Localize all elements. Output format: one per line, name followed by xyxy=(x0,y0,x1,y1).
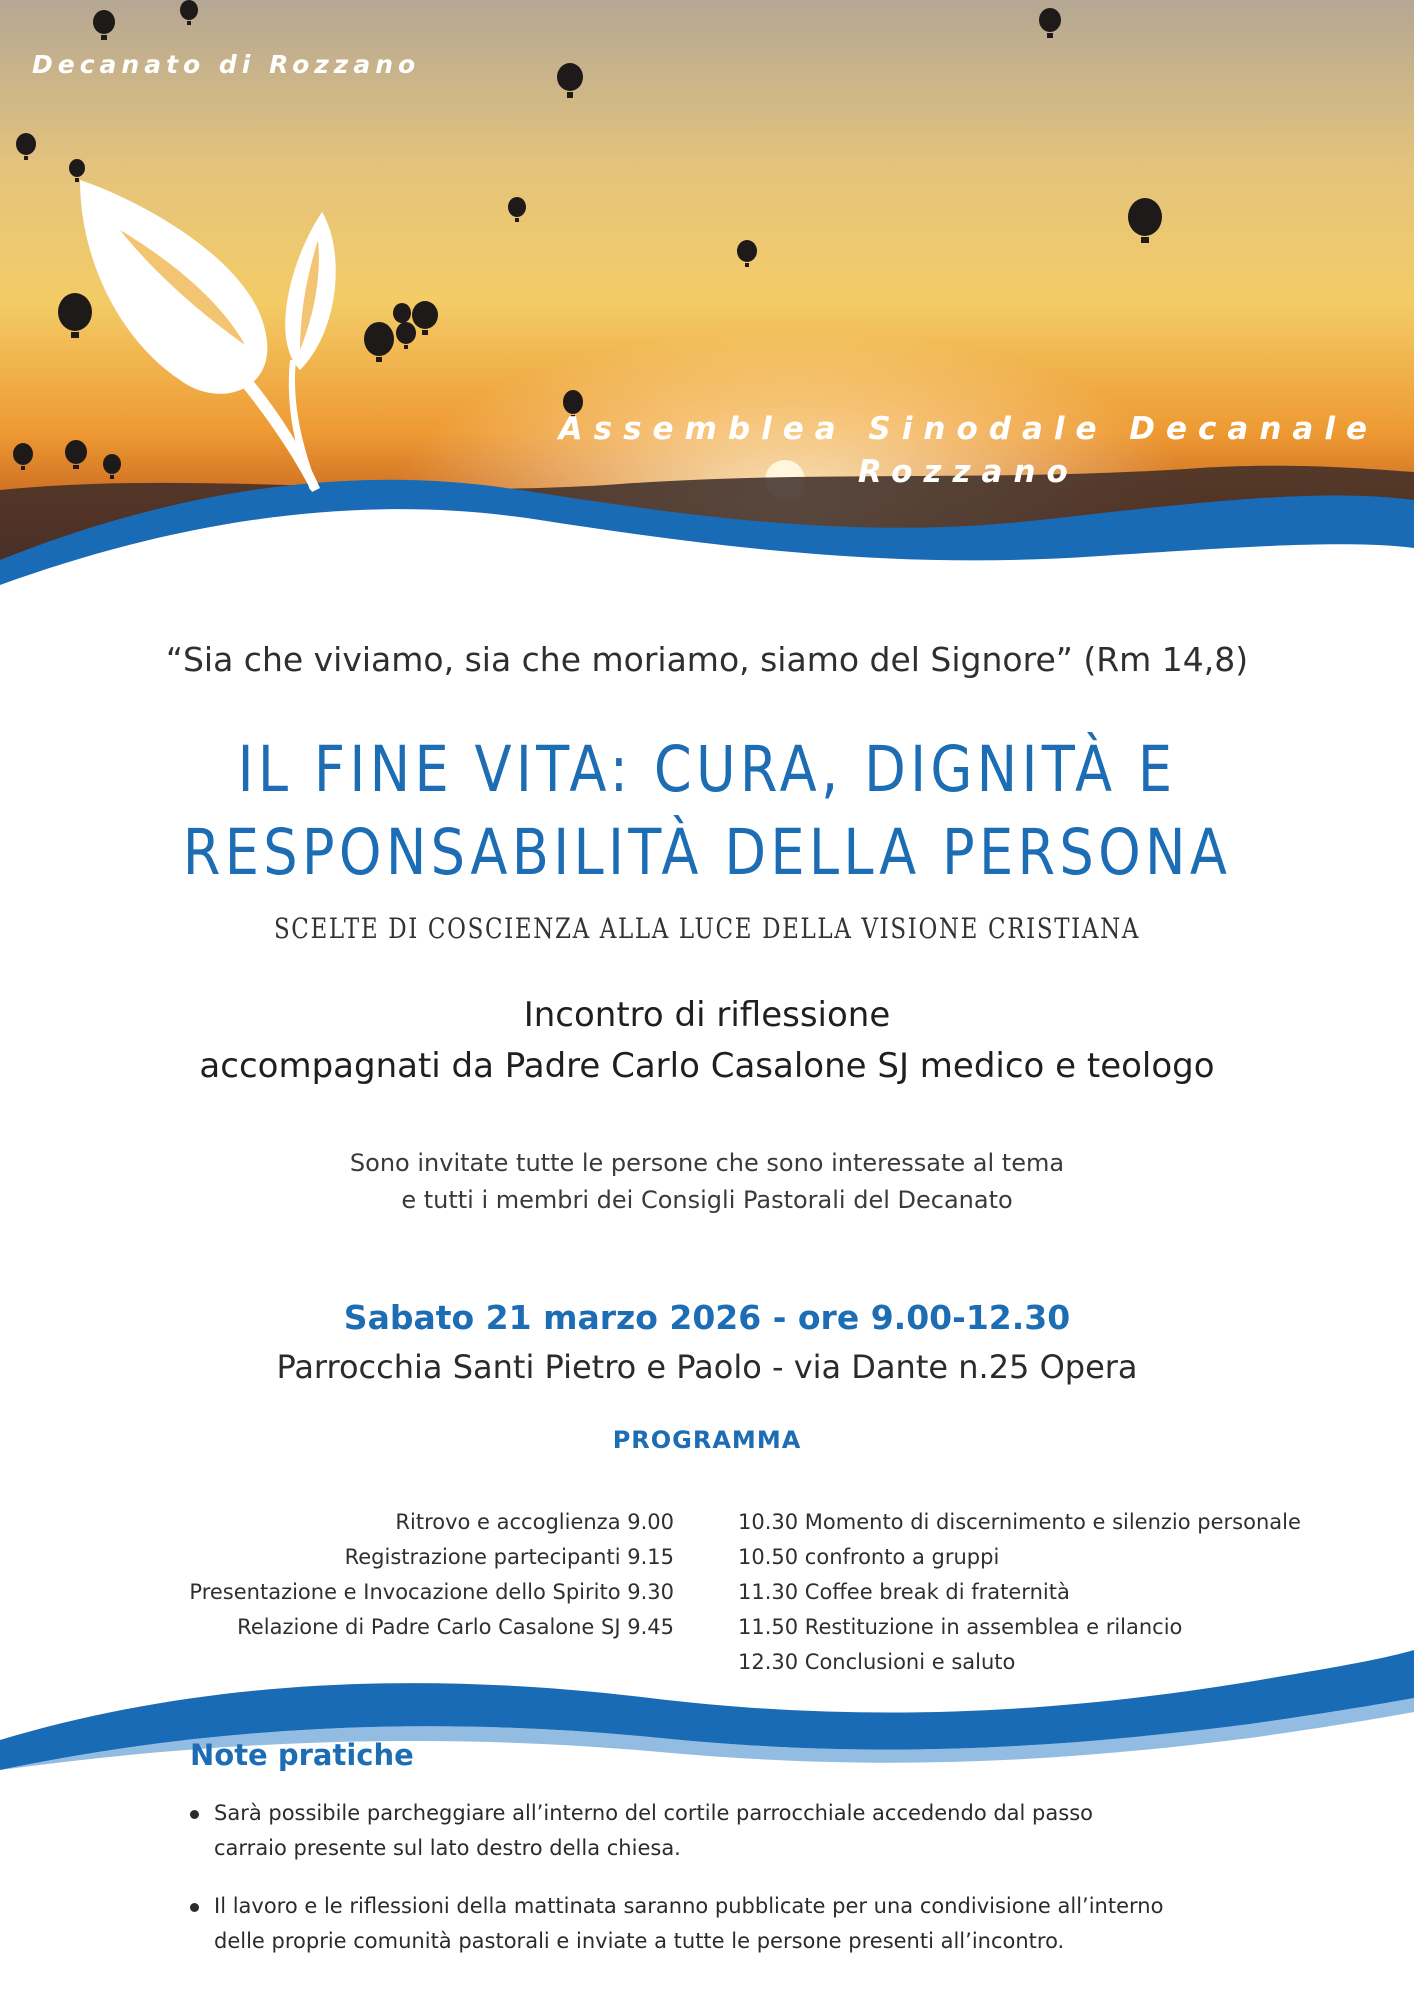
program-item: 10.30 Momento di discernimento e silenzio personale xyxy=(738,1510,1301,1534)
notes-item-line1: Sarà possibile parcheggiare all’interno del cortile parrocchiale accedendo dal passo xyxy=(214,1801,1093,1825)
title-line1: IL FINE VITA: CURA, DIGNITÀ E xyxy=(237,733,1177,806)
program-item: 10.50 confronto a gruppi xyxy=(738,1545,1000,1569)
notes-item xyxy=(214,1889,1224,1959)
hero-banner xyxy=(0,0,1414,600)
invitation-line1: Sono invitate tutte le persone che sono interessate al tema xyxy=(349,1149,1065,1177)
notes-item-line2: carraio presente sul lato destro della chiesa. xyxy=(214,1836,681,1860)
program-item: 11.50 Restituzione in assemblea e rilancio xyxy=(738,1615,1183,1639)
organizer-label: Decanato di Rozzano xyxy=(32,50,421,79)
title-line2: RESPONSABILITÀ DELLA PERSONA xyxy=(182,816,1232,889)
sunset-background xyxy=(0,0,1414,600)
program-heading: PROGRAMMA xyxy=(612,1426,802,1454)
notes-item-line2: delle proprie comunità pastorali e inviate a tutte le persone presenti all’incontro. xyxy=(214,1929,1065,1953)
program-item: Presentazione e Invocazione dello Spirito 9.30 xyxy=(189,1580,674,1604)
assembly-title xyxy=(559,408,1378,494)
event-date: Sabato 21 marzo 2026 - ore 9.00-12.30 xyxy=(343,1298,1071,1337)
bullet-icon xyxy=(190,1810,199,1819)
assembly-title-line1: Assemblea Sinodale Decanale xyxy=(558,411,1378,447)
notes-heading: Note pratiche xyxy=(190,1738,414,1772)
invitation-text xyxy=(0,1145,1414,1219)
program-item: Registrazione partecipanti 9.15 xyxy=(344,1545,674,1569)
program-item: Relazione di Padre Carlo Casalone SJ 9.45 xyxy=(237,1615,674,1639)
page-title xyxy=(99,728,1315,894)
notes-item xyxy=(214,1796,1224,1866)
program-item: Ritrovo e accoglienza 9.00 xyxy=(395,1510,674,1534)
bullet-icon xyxy=(190,1903,199,1912)
meeting-description xyxy=(0,990,1414,1092)
meeting-line2: accompagnati da Padre Carlo Casalone SJ medico e teologo xyxy=(199,1046,1215,1086)
meeting-line1: Incontro di riflessione xyxy=(523,995,891,1035)
program-item: 12.30 Conclusioni e saluto xyxy=(738,1650,1016,1674)
assembly-title-line2: Rozzano xyxy=(857,454,1079,490)
page-subtitle: SCELTE DI COSCIENZA ALLA LUCE DELLA VISIONE CRISTIANA xyxy=(273,912,1141,945)
bible-quote: “Sia che viviamo, sia che moriamo, siamo del Signore” (Rm 14,8) xyxy=(165,640,1249,679)
invitation-line2: e tutti i membri dei Consigli Pastorali del Decanato xyxy=(401,1186,1013,1214)
notes-list xyxy=(214,1796,1224,1982)
notes-item-line1: Il lavoro e le riflessioni della mattinata saranno pubblicate per una condivisione all’interno xyxy=(214,1894,1164,1918)
program-item: 11.30 Coffee break di fraternità xyxy=(738,1580,1070,1604)
event-location: Parrocchia Santi Pietro e Paolo - via Dante n.25 Opera xyxy=(276,1348,1138,1386)
